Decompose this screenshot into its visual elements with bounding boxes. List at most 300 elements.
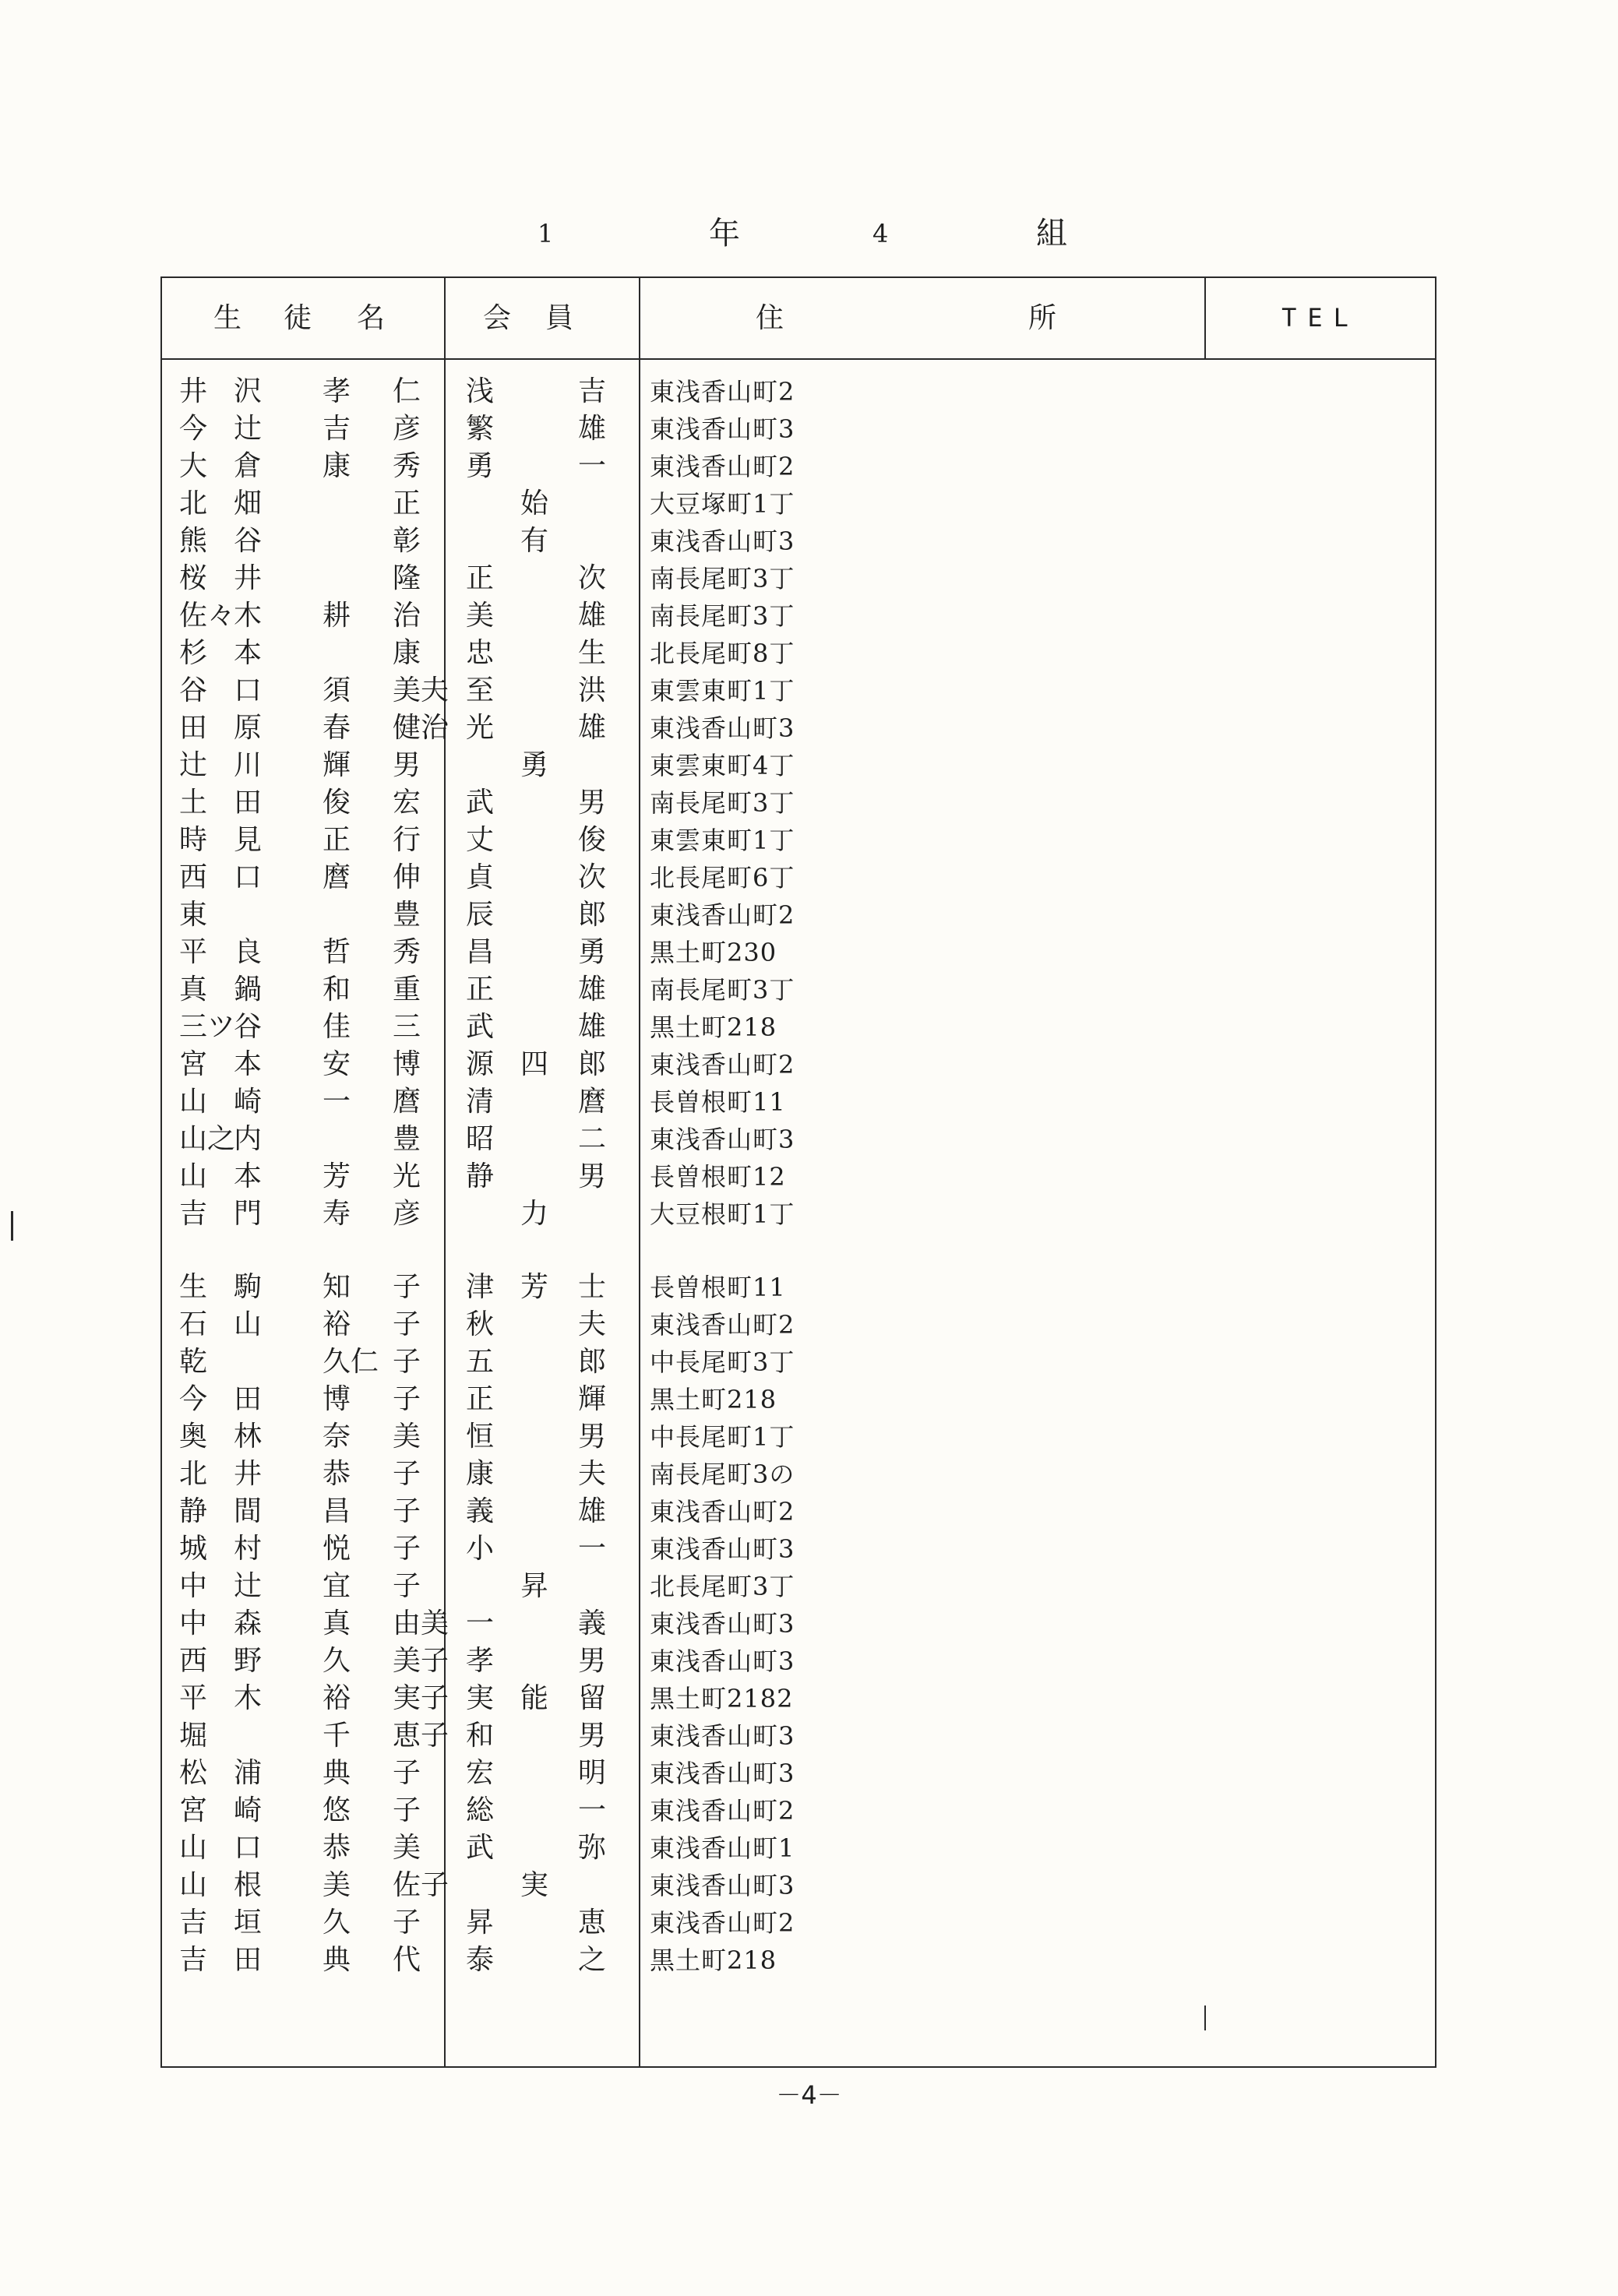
student-name-part: 奥 (179, 1421, 208, 1453)
student-name-part: 寿 (323, 1198, 351, 1230)
student-name-part: 美夫 (393, 674, 449, 706)
member-name-part: 昭 (466, 1123, 495, 1155)
student-name-part: 知 (323, 1271, 351, 1303)
student-name-part: 北 (179, 488, 208, 519)
table-row (162, 1867, 1435, 1904)
member-name-part: 雄 (578, 1495, 607, 1527)
title-grade: 1 (538, 219, 554, 248)
member-name-part: 之 (578, 1944, 607, 1976)
student-name-part: 裕 (323, 1308, 351, 1340)
student-name-part: 時 (179, 824, 208, 856)
student-name-part: 森 (234, 1608, 263, 1639)
page-title (514, 210, 1106, 257)
table-row (162, 1083, 1435, 1121)
member-name-part: 勇 (578, 936, 607, 968)
student-name-part: 一 (323, 1086, 351, 1118)
member-name-part: 丈 (466, 824, 495, 856)
table-row (162, 747, 1435, 784)
student-name-part: 彦 (393, 1198, 421, 1230)
member-name-part: 昇 (520, 1570, 549, 1602)
student-name-part: 彦 (393, 413, 421, 445)
student-name-part: 子 (393, 1308, 421, 1340)
title-year-label: 年 (709, 216, 740, 252)
student-name-part: 安 (323, 1048, 351, 1080)
address-cell: 南長尾町3の (650, 1460, 795, 1489)
student-name-part: 崎 (234, 1794, 263, 1826)
header-address-char: 所 (1028, 302, 1057, 334)
student-name-part: 谷 (179, 674, 208, 706)
header-tel: TEL (1281, 303, 1359, 333)
student-name-part: 辻 (234, 413, 263, 445)
member-name-part: 留 (578, 1682, 607, 1714)
member-name-part: 小 (466, 1533, 495, 1565)
member-name-part: 和 (466, 1720, 495, 1752)
member-name-part: 実 (466, 1682, 495, 1714)
address-cell: 南長尾町3丁 (650, 788, 795, 818)
student-name-part: 口 (234, 674, 263, 706)
student-name-part: 佐子 (393, 1869, 449, 1901)
address-cell: 東浅香山町3 (650, 1646, 795, 1676)
student-name-part: 昌 (323, 1495, 351, 1527)
address-cell: 黒土町2182 (650, 1684, 794, 1713)
student-name-part: 耕 (323, 600, 351, 632)
address-cell: 東浅香山町2 (650, 1908, 795, 1938)
member-name-part: 秋 (466, 1308, 495, 1340)
table-row (162, 560, 1435, 597)
member-name-part: 夫 (578, 1308, 607, 1340)
table-row (162, 1530, 1435, 1568)
table-row (162, 1829, 1435, 1867)
student-name-part: 桜 (179, 562, 208, 594)
student-name-part: 恵子 (393, 1720, 449, 1752)
student-name-part: 佳 (323, 1011, 351, 1043)
member-name-part: 芳 (520, 1271, 549, 1303)
student-name-part: 東 (179, 899, 208, 931)
student-name-part: 子 (393, 1346, 421, 1378)
student-name-part: 谷 (234, 1011, 263, 1043)
student-name-part: 石 (179, 1308, 208, 1340)
table-row (162, 1196, 1435, 1233)
address-cell: 長曽根町11 (650, 1273, 786, 1302)
student-name-part: 堀 (179, 1720, 208, 1752)
member-name-part: 浅 (466, 375, 495, 407)
student-name-part: 井 (234, 1458, 263, 1490)
student-name-part: 俊 (323, 787, 351, 819)
member-name-part: 俊 (578, 824, 607, 856)
student-name-part: 門 (234, 1198, 263, 1230)
table-row (162, 1306, 1435, 1343)
table-row (162, 597, 1435, 635)
member-name-part: 恒 (466, 1421, 495, 1453)
student-name-part: 木 (234, 1682, 263, 1714)
address-cell: 東浅香山町3 (650, 526, 795, 556)
member-name-part: 夫 (578, 1458, 607, 1490)
member-name-part: 辰 (466, 899, 495, 931)
student-name-part: 本 (234, 1048, 263, 1080)
student-name-part: 三ツ (179, 1011, 236, 1043)
student-name-part: 真 (179, 974, 208, 1005)
student-name-part: 西 (179, 861, 208, 893)
student-name-part: 子 (393, 1383, 421, 1415)
address-cell: 中長尾町1丁 (650, 1422, 795, 1452)
student-name-part: 春 (323, 712, 351, 744)
student-name-part: 村 (234, 1533, 263, 1565)
member-name-part: 恵 (578, 1907, 607, 1939)
address-cell: 東浅香山町3 (650, 1871, 795, 1900)
table-row (162, 1792, 1435, 1829)
header-member-char: 会 (483, 302, 512, 334)
student-name-part: 康 (323, 450, 351, 482)
header-student-name (162, 278, 444, 358)
student-name-part: 由美 (393, 1608, 449, 1639)
header-name-char: 徒 (284, 302, 312, 334)
student-name-part: 豊 (393, 899, 421, 931)
student-name-part: 田 (234, 1944, 263, 1976)
header-address-char: 住 (756, 302, 784, 334)
header-address (639, 278, 1204, 358)
student-name-part: 典 (323, 1757, 351, 1789)
student-name-part: 沢 (234, 375, 263, 407)
student-name-part: 恭 (323, 1832, 351, 1864)
student-name-part: 本 (234, 1160, 263, 1192)
member-name-part: 正 (466, 562, 495, 594)
member-name-part: 源 (466, 1048, 495, 1080)
student-name-part: 原 (234, 712, 263, 744)
student-name-part: 中 (179, 1608, 208, 1639)
member-name-part: 一 (578, 1533, 607, 1565)
table-row (162, 1493, 1435, 1530)
address-cell: 北長尾町3丁 (650, 1572, 795, 1601)
member-name-part: 洪 (578, 674, 607, 706)
student-name-part: 悠 (323, 1794, 351, 1826)
member-name-part: 繁 (466, 413, 495, 445)
student-name-part: 谷 (234, 525, 263, 557)
roster-table (160, 276, 1436, 2068)
student-name-part: 子 (393, 1495, 421, 1527)
member-name-part: 士 (578, 1271, 607, 1303)
member-name-part: 四 (520, 1048, 549, 1080)
student-name-part: 久 (323, 1645, 351, 1677)
student-name-part: 孝 (323, 375, 351, 407)
member-name-part: 泰 (466, 1944, 495, 1976)
member-name-part: 雄 (578, 413, 607, 445)
member-name-part: 義 (578, 1608, 607, 1639)
student-name-part: 康 (393, 637, 421, 669)
member-name-part: 一 (578, 450, 607, 482)
student-name-part: 倉 (234, 450, 263, 482)
student-name-part: 子 (393, 1907, 421, 1939)
member-name-part: 昇 (466, 1907, 495, 1939)
student-name-part: 奈 (323, 1421, 351, 1453)
address-cell: 東浅香山町3 (650, 1759, 795, 1788)
member-name-part: 武 (466, 1832, 495, 1864)
student-name-part: 山 (179, 1869, 208, 1901)
member-name-part: 清 (466, 1086, 495, 1118)
student-name-part: 行 (393, 824, 421, 856)
address-cell: 長曽根町12 (650, 1162, 786, 1192)
member-name-part: 光 (466, 712, 495, 744)
student-name-part: 平 (179, 1682, 208, 1714)
student-name-part: 哲 (323, 936, 351, 968)
table-row (162, 859, 1435, 896)
member-name-part: 輝 (578, 1383, 607, 1415)
student-name-part: 真 (323, 1608, 351, 1639)
member-name-part: 昌 (466, 936, 495, 968)
student-name-part: 城 (179, 1533, 208, 1565)
student-name-part: 静 (179, 1495, 208, 1527)
student-name-part: 宜 (323, 1570, 351, 1602)
student-name-part: 正 (323, 824, 351, 856)
student-name-part: 代 (393, 1944, 421, 1976)
member-name-part: 二 (578, 1123, 607, 1155)
member-name-part: 男 (578, 1720, 607, 1752)
student-name-part: 熊 (179, 525, 208, 557)
member-name-part: 至 (466, 674, 495, 706)
member-name-part: 康 (466, 1458, 495, 1490)
member-name-part: 武 (466, 787, 495, 819)
member-name-part: 次 (578, 861, 607, 893)
table-row (162, 523, 1435, 560)
student-name-part: 子 (393, 1757, 421, 1789)
table-row (162, 672, 1435, 710)
table-row (162, 1343, 1435, 1381)
student-name-part: 今 (179, 413, 208, 445)
member-name-part: 男 (578, 1421, 607, 1453)
student-name-part: 美子 (393, 1645, 449, 1677)
member-name-part: 弥 (578, 1832, 607, 1864)
student-name-part: 宮 (179, 1794, 208, 1826)
table-row (162, 1009, 1435, 1046)
address-cell: 北長尾町8丁 (650, 639, 795, 668)
member-name-part: 有 (520, 525, 549, 557)
student-name-part: 宏 (393, 787, 421, 819)
address-cell: 東浅香山町2 (650, 1310, 795, 1340)
student-name-part: 博 (393, 1048, 421, 1080)
column-divider (1204, 2005, 1206, 2030)
table-row (162, 1717, 1435, 1755)
table-row (162, 448, 1435, 485)
student-name-part: 吉 (323, 413, 351, 445)
table-row (162, 1121, 1435, 1158)
student-name-part: 美 (393, 1421, 421, 1453)
student-name-part: 西 (179, 1645, 208, 1677)
student-name-part: 見 (234, 824, 263, 856)
table-row (162, 1605, 1435, 1643)
student-name-part: 浦 (234, 1757, 263, 1789)
table-row (162, 971, 1435, 1009)
member-name-part: 貞 (466, 861, 495, 893)
address-cell: 東浅香山町2 (650, 1497, 795, 1527)
address-cell: 長曽根町11 (650, 1087, 786, 1117)
member-name-part: 雄 (578, 712, 607, 744)
student-name-part: 間 (234, 1495, 263, 1527)
student-name-part: 吉 (179, 1944, 208, 1976)
table-row (162, 1418, 1435, 1456)
address-cell: 東浅香山町3 (650, 1721, 795, 1751)
student-name-part: 良 (234, 936, 263, 968)
header-member-char: 員 (545, 302, 574, 334)
student-name-part: 伸 (393, 861, 421, 893)
student-name-part: 正 (393, 488, 421, 519)
student-name-part: 乾 (179, 1346, 208, 1378)
member-name-part: 麿 (578, 1086, 607, 1118)
student-name-part: 美 (393, 1832, 421, 1864)
student-name-part: 田 (234, 1383, 263, 1415)
address-cell: 東浅香山町1 (650, 1833, 795, 1863)
student-name-part: 三 (393, 1011, 421, 1043)
table-row (162, 1046, 1435, 1083)
address-cell: 東浅香山町2 (650, 452, 795, 481)
student-name-part: 崎 (234, 1086, 263, 1118)
address-cell: 東浅香山町3 (650, 1609, 795, 1639)
student-name-part: 根 (234, 1869, 263, 1901)
student-name-part: 和 (323, 974, 351, 1005)
student-name-part: 中 (179, 1570, 208, 1602)
member-name-part: 津 (466, 1271, 495, 1303)
address-cell: 東雲東町1丁 (650, 826, 795, 855)
student-name-part: 博 (323, 1383, 351, 1415)
address-cell: 中長尾町3丁 (650, 1347, 795, 1377)
table-row (162, 635, 1435, 672)
member-name-part: 吉 (578, 375, 607, 407)
table-row (162, 1381, 1435, 1418)
student-name-part: 口 (234, 1832, 263, 1864)
address-cell: 東浅香山町3 (650, 1125, 795, 1154)
member-name-part: 男 (578, 787, 607, 819)
member-name-part: 力 (520, 1198, 549, 1230)
student-name-part: 彰 (393, 525, 421, 557)
student-name-part: 松 (179, 1757, 208, 1789)
student-name-part: 子 (393, 1533, 421, 1565)
member-name-part: 宏 (466, 1757, 495, 1789)
student-name-part: 川 (234, 749, 263, 781)
table-row (162, 1755, 1435, 1792)
address-cell: 東浅香山町3 (650, 414, 795, 444)
student-name-part: 山 (234, 1308, 263, 1340)
address-cell: 黒土町218 (650, 1946, 777, 1975)
table-row (162, 896, 1435, 934)
student-name-part: 井 (179, 375, 208, 407)
student-name-part: 子 (393, 1271, 421, 1303)
member-name-part: 美 (466, 600, 495, 632)
student-name-part: 佐々 (179, 600, 236, 632)
table-row (162, 784, 1435, 822)
margin-mark (11, 1211, 13, 1241)
student-name-part: 山 (179, 1160, 208, 1192)
member-name-part: 勇 (466, 450, 495, 482)
student-name-part: 治 (393, 600, 421, 632)
address-cell: 北長尾町6丁 (650, 863, 795, 893)
student-name-part: 豊 (393, 1123, 421, 1155)
member-name-part: 義 (466, 1495, 495, 1527)
student-name-part: 垣 (234, 1907, 263, 1939)
address-cell: 東浅香山町2 (650, 900, 795, 930)
student-name-part: 辻 (234, 1570, 263, 1602)
member-name-part: 正 (466, 974, 495, 1005)
member-name-part: 雄 (578, 974, 607, 1005)
student-name-part: 麿 (393, 1086, 421, 1118)
student-name-part: 重 (393, 974, 421, 1005)
address-cell: 東浅香山町2 (650, 1050, 795, 1079)
member-name-part: 次 (578, 562, 607, 594)
student-name-part: 久 (323, 1907, 351, 1939)
member-name-part: 雄 (578, 600, 607, 632)
student-name-part: 子 (393, 1458, 421, 1490)
member-name-part: 武 (466, 1011, 495, 1043)
address-cell: 東浅香山町2 (650, 377, 795, 407)
member-name-part: 実 (520, 1869, 549, 1901)
student-name-part: 本 (234, 637, 263, 669)
address-cell: 南長尾町3丁 (650, 975, 795, 1005)
student-name-part: 千 (323, 1720, 351, 1752)
student-name-part: 杉 (179, 637, 208, 669)
member-name-part: 郎 (578, 899, 607, 931)
student-name-part: 内 (234, 1123, 263, 1155)
student-name-part: 吉 (179, 1198, 208, 1230)
student-name-part: 秀 (393, 450, 421, 482)
page-number: －4－ (776, 2080, 842, 2110)
student-name-part: 大 (179, 450, 208, 482)
table-row (162, 934, 1435, 971)
member-name-part: 孝 (466, 1645, 495, 1677)
member-name-part: 正 (466, 1383, 495, 1415)
address-cell: 黒土町218 (650, 1012, 777, 1042)
member-name-part: 総 (466, 1794, 495, 1826)
member-name-part: 勇 (520, 749, 549, 781)
student-name-part: 北 (179, 1458, 208, 1490)
table-row (162, 1269, 1435, 1306)
address-cell: 黒土町218 (650, 1385, 777, 1414)
member-name-part: 郎 (578, 1048, 607, 1080)
student-name-part: 子 (393, 1794, 421, 1826)
student-name-part: 口 (234, 861, 263, 893)
table-row (162, 1568, 1435, 1605)
table-row (162, 710, 1435, 747)
table-row (162, 1904, 1435, 1942)
student-name-part: 仁 (393, 375, 421, 407)
address-cell: 東雲東町1丁 (650, 676, 795, 706)
student-name-part: 宮 (179, 1048, 208, 1080)
student-name-part: 健治 (393, 712, 449, 744)
title-class-number: 4 (872, 219, 889, 248)
student-name-part: 土 (179, 787, 208, 819)
member-name-part: 始 (520, 488, 549, 519)
table-row (162, 822, 1435, 859)
student-name-part: 木 (234, 600, 263, 632)
member-name-part: 五 (466, 1346, 495, 1378)
student-name-part: 山 (179, 1086, 208, 1118)
member-name-part: 雄 (578, 1011, 607, 1043)
member-name-part: 能 (520, 1682, 549, 1714)
table-row (162, 373, 1435, 410)
student-name-part: 光 (393, 1160, 421, 1192)
address-cell: 大豆根町1丁 (650, 1199, 795, 1229)
student-name-part: 畑 (234, 488, 263, 519)
address-cell: 黒土町230 (650, 938, 777, 967)
table-row (162, 1942, 1435, 1979)
student-name-part: 実子 (393, 1682, 449, 1714)
table-row (162, 1158, 1435, 1196)
table-row (162, 410, 1435, 448)
student-name-part: 辻 (179, 749, 208, 781)
title-class-label: 組 (1036, 216, 1067, 252)
header-name-char: 名 (357, 302, 386, 334)
student-name-part: 野 (234, 1645, 263, 1677)
student-name-part: 山之 (179, 1123, 236, 1155)
address-cell: 大豆塚町1丁 (650, 489, 795, 519)
table-row (162, 1456, 1435, 1493)
student-name-part: 久仁 (323, 1346, 379, 1378)
